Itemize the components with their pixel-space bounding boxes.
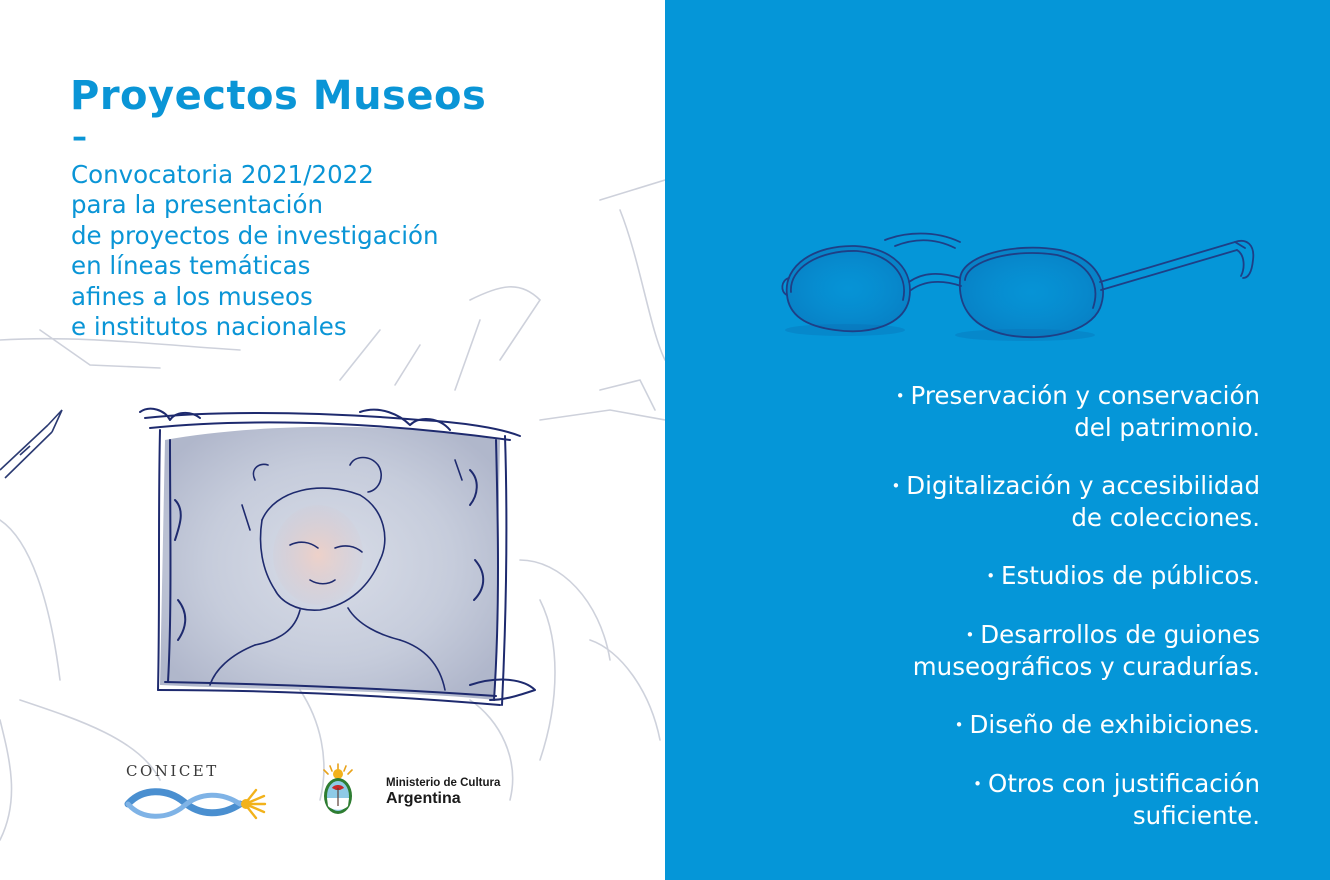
topic-text: Estudios de públicos.	[1001, 561, 1260, 590]
topic-item	[700, 768, 1260, 831]
bullet-icon: •	[973, 775, 983, 793]
topic-line	[700, 768, 1260, 800]
topic-line	[700, 619, 1260, 651]
topic-line: de colecciones.	[1071, 503, 1260, 532]
subtitle-line: para la presentación	[71, 190, 323, 220]
topic-item	[700, 470, 1260, 533]
ministerio-line1: Ministerio de Cultura	[386, 777, 501, 789]
subtitle-line: en líneas temáticas	[71, 251, 311, 281]
subtitle-line: de proyectos de investigación	[71, 220, 439, 250]
topic-line: suficiente.	[1132, 801, 1260, 830]
ministerio-line2: Argentina	[386, 790, 461, 807]
subtitle-line: e institutos nacionales	[71, 312, 347, 342]
topic-item	[700, 560, 1260, 592]
topic-text: Otros con justificación	[988, 769, 1260, 798]
subtitle-line: Convocatoria 2021/2022	[71, 160, 374, 189]
topic-item	[700, 709, 1260, 741]
topic-text: Diseño de exhibiciones.	[969, 710, 1260, 739]
topic-line: museográficos y curadurías.	[912, 652, 1260, 681]
topic-line	[700, 470, 1260, 502]
page-title: Proyectos Museos	[70, 73, 487, 119]
right-panel	[665, 0, 1330, 880]
topic-line	[700, 709, 1260, 741]
topics-list	[700, 380, 1260, 858]
topic-text: Digitalización y accesibilidad	[906, 471, 1260, 500]
subtitle-line: afines a los museos	[71, 281, 313, 311]
conicet-wordmark: CONICET	[126, 762, 219, 780]
topic-line: del patrimonio.	[1074, 413, 1260, 442]
topic-item	[700, 380, 1260, 443]
topic-line	[700, 380, 1260, 412]
topic-text: Preservación y conservación	[910, 381, 1260, 410]
title-dash: –	[72, 120, 87, 155]
bullet-icon: •	[891, 477, 901, 495]
bullet-icon: •	[895, 387, 905, 405]
conicet-infinity-sun-icon	[122, 782, 267, 822]
eyeglasses-sketch	[775, 220, 1275, 360]
subtitle	[71, 160, 631, 342]
topic-item	[700, 619, 1260, 682]
argentina-coat-of-arms-icon	[318, 762, 358, 820]
bullet-icon: •	[965, 626, 975, 644]
topic-line	[700, 560, 1260, 592]
bullet-icon: •	[954, 716, 964, 734]
topic-text: Desarrollos de guiones	[980, 620, 1260, 649]
bullet-icon: •	[986, 567, 996, 585]
